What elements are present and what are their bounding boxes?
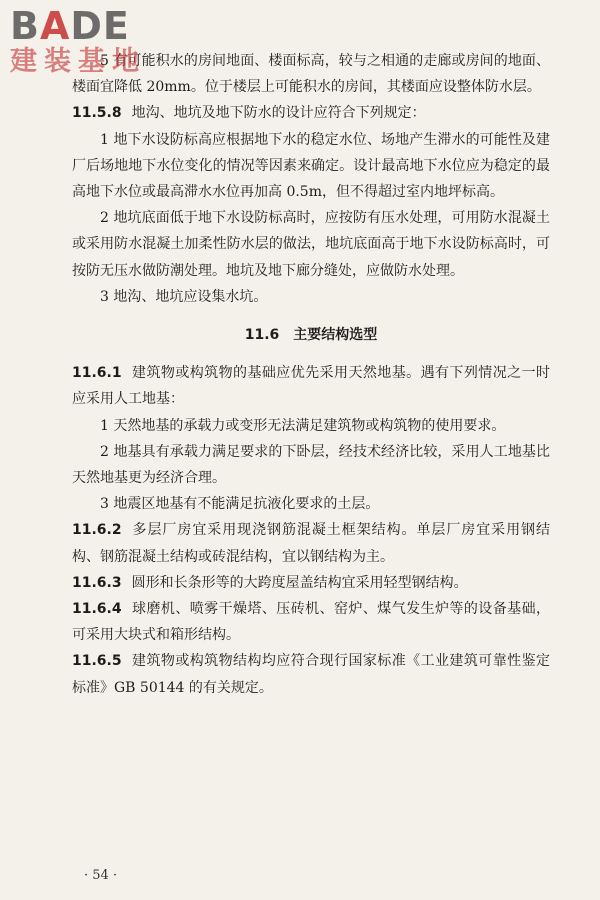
watermark-brand-b: B bbox=[10, 4, 40, 48]
clause-11-6-1 bbox=[72, 360, 550, 412]
watermark-brand-de: DE bbox=[70, 4, 130, 48]
list-item-1: 1 天然地基的承载力或变形无法满足建筑物或构筑物的使用要求。 bbox=[100, 417, 506, 434]
watermark-brand-a: A bbox=[39, 4, 71, 48]
clause-number: 11.6.2 bbox=[72, 522, 122, 539]
section-heading bbox=[72, 322, 550, 348]
list-item-3: 3 地震区地基有不能满足抗液化要求的土层。 bbox=[100, 496, 380, 513]
section-number: 11.6 bbox=[244, 327, 280, 344]
clause-number: 11.6.1 bbox=[72, 365, 122, 382]
clause-11-5-8 bbox=[72, 100, 550, 126]
clause-11-6-2 bbox=[72, 517, 550, 569]
clause-text: 地沟、地坑及地下防水的设计应符合下列规定： bbox=[131, 105, 426, 122]
list-item-2: 2 地坑底面低于地下水设防标高时，应按防有压水处理，可用防水混凝土或采用防水混凝土加柔性防水层的做法，地坑底面高于地下水设防标高时，可按防无压水做防潮处理。地坑及地下廊分缝处，应做防水处理。 bbox=[72, 210, 550, 279]
paragraph-item-5: 5 有可能积水的房间地面、楼面标高，较与之相通的走廊或房间的地面、楼面宜降低 20mm。位于楼层上可能积水的房间，其楼面应设整体防水层。 bbox=[72, 53, 550, 96]
body-text bbox=[72, 48, 550, 701]
clause-text: 多层厂房宜采用现浇钢筋混凝土框架结构。单层厂房宜采用钢结构、钢筋混凝土结构或砖混结构，宜以钢结构为主。 bbox=[72, 522, 550, 565]
page-number: · 54 · bbox=[84, 868, 118, 883]
clause-text: 球磨机、喷雾干燥塔、压砖机、窑炉、煤气发生炉等的设备基础，可采用大块式和箱形结构。 bbox=[72, 601, 550, 644]
clause-number: 11.6.3 bbox=[72, 574, 122, 591]
clause-number: 11.6.4 bbox=[72, 601, 122, 618]
bade-watermark-logo bbox=[10, 4, 185, 78]
watermark-subtitle: 建装基地 bbox=[10, 46, 146, 77]
clause-text: 圆形和长条形等的大跨度屋盖结构宜采用轻型钢结构。 bbox=[131, 574, 468, 591]
clause-number: 11.6.5 bbox=[72, 653, 122, 670]
clause-text: 建筑物或构筑物结构均应符合现行国家标准《工业建筑可靠性鉴定标准》GB 50144 的有关规定。 bbox=[72, 653, 550, 696]
watermark-brand bbox=[10, 4, 185, 48]
clause-11-6-5 bbox=[72, 648, 550, 700]
clause-11-6-3 bbox=[72, 570, 550, 596]
clause-text: 建筑物或构筑物的基础应优先采用天然地基。遇有下列情况之一时应采用人工地基： bbox=[72, 365, 550, 408]
list-item-1: 1 地下水设防标高应根据地下水的稳定水位、场地产生滞水的可能性及建厂后场地地下水位变化的情况等因素来确定。设计最高地下水位应为稳定的最高地下水位或最高滞水水位再加高 0.5m，但不得超过室内地坪标高。 bbox=[72, 131, 550, 201]
clause-number: 11.5.8 bbox=[72, 105, 122, 122]
list-item-3: 3 地沟、地坑应设集水坑。 bbox=[100, 288, 268, 305]
section-title: 主要结构选型 bbox=[293, 327, 378, 344]
clause-11-6-4 bbox=[72, 596, 550, 648]
list-item-2: 2 地基具有承载力满足要求的下卧层，经技术经济比较，采用人工地基比天然地基更为经济合理。 bbox=[72, 443, 550, 487]
